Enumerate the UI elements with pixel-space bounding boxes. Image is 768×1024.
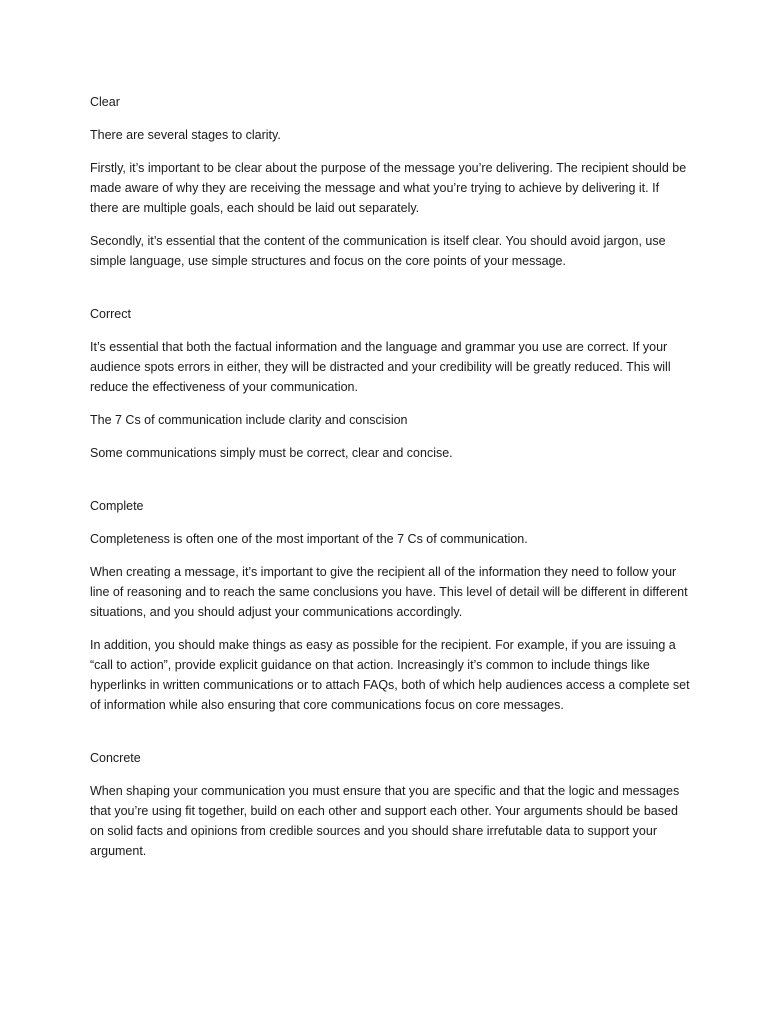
- paragraph: When creating a message, it’s important to give the recipient all of the information they need to follow your line of reasoning and to reach the same conclusions you have. This level of detail will be different in different situations, and you should adjust your communications accordingly.: [90, 565, 688, 619]
- paragraph: In addition, you should make things as easy as possible for the recipient. For example, if you are issuing a “call to action”, provide explicit guidance on that action. Increasingly it’s common to include things like hyperlinks in written communications or to attach FAQs, both of which help audiences access a complete set of information while also ensuring that core communications focus on core messages.: [90, 638, 690, 712]
- section-heading: Clear: [90, 95, 120, 109]
- paragraph: Secondly, it’s essential that the content of the communication is itself clear. You should avoid jargon, use simple language, use simple structures and focus on the core points of your message.: [90, 234, 666, 268]
- section-heading: Concrete: [90, 751, 141, 765]
- section-correct: [90, 304, 690, 463]
- section-complete: [90, 496, 690, 715]
- paragraph: It’s essential that both the factual information and the language and grammar you use are correct. If your audience spots errors in either, they will be distracted and your credibility will be greatly reduced. This will reduce the effectiveness of your communication.: [90, 340, 671, 394]
- paragraph: Completeness is often one of the most important of the 7 Cs of communication.: [90, 532, 528, 546]
- paragraph: When shaping your communication you must ensure that you are specific and that the logic and messages that you’re using fit together, build on each other and support each other. Your arguments should be based on solid facts and opinions from credible sources and you should share irrefutable data to support your argument.: [90, 784, 680, 858]
- paragraph: The 7 Cs of communication include clarity and conscision: [90, 413, 408, 427]
- paragraph: Some communications simply must be correct, clear and concise.: [90, 446, 453, 460]
- paragraph: Firstly, it’s important to be clear about the purpose of the message you’re delivering. The recipient should be made aware of why they are receiving the message and what you’re trying to achieve by delivering it. If there are multiple goals, each should be laid out separately.: [90, 161, 687, 215]
- document-page: [90, 92, 690, 874]
- paragraph: There are several stages to clarity.: [90, 128, 281, 142]
- section-heading: Correct: [90, 307, 131, 321]
- section-heading: Complete: [90, 499, 144, 513]
- section-clear: [90, 92, 690, 271]
- section-concrete: [90, 748, 690, 861]
